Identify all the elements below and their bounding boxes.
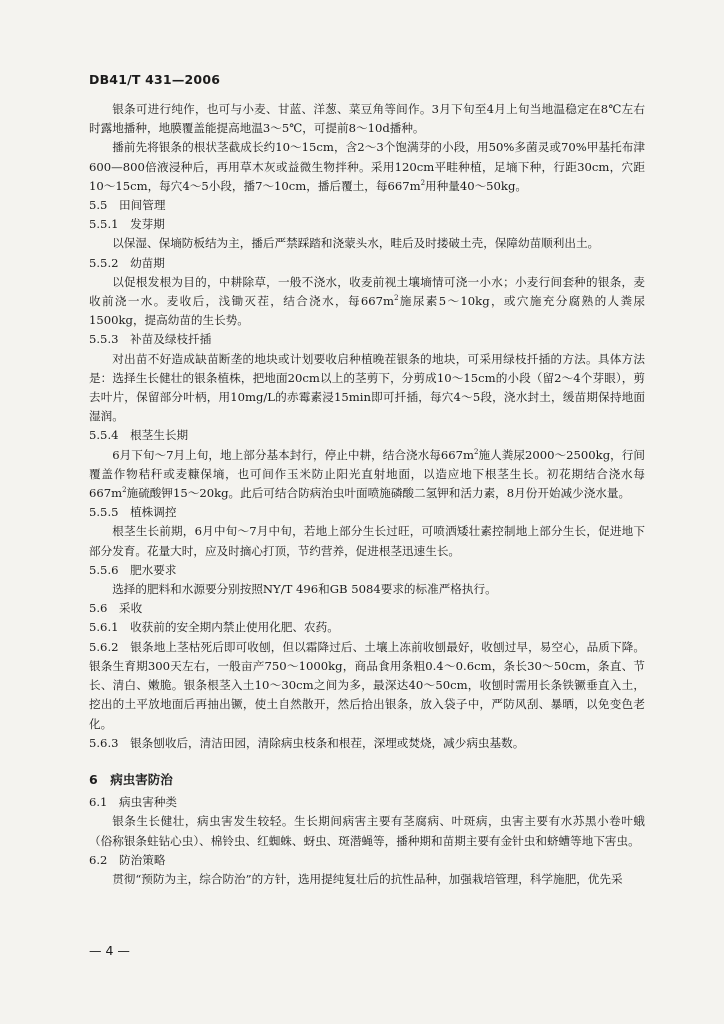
- paragraph-sowing-time: 银条可进行纯作，也可与小麦、甘蓝、洋葱、菜豆角等间作。3月下旬至4月上旬当地温稳定在8℃左右时露地播种，地膜覆盖能提高地温3～5℃，可提前8～10d播种。: [89, 102, 645, 136]
- section-heading-5-5-3: 5.5.3 补苗及绿枝扦插: [89, 332, 212, 347]
- paragraph-5-6-3: 5.6.3 银条刨收后，清洁田园，清除病虫枝条和根茬，深埋或焚烧，减少病虫基数。: [89, 735, 525, 750]
- standard-code-header: DB41/T 431—2006: [89, 72, 221, 87]
- paragraph-5-6-1: 5.6.1 收获前的安全期内禁止使用化肥、农药。: [89, 620, 339, 635]
- paragraph-5-5-1: 以保湿、保墒防板结为主，播后严禁踩踏和浇蒙头水，畦后及时搂破土壳，保障幼苗顺利出土。: [112, 236, 600, 251]
- section-heading-5-5-4: 5.5.4 根茎生长期: [89, 428, 189, 443]
- section-heading-5-5-1: 5.5.1 发芽期: [89, 217, 165, 232]
- section-heading-5-5: 5.5 田间管理: [89, 198, 166, 213]
- paragraph-6-1: 银条生长健壮，病虫害发生较轻。生长期间病害主要有茎腐病、叶斑病，虫害主要有水苏黑小卷叶蛾（俗称银条蛀钻心虫）、棉铃虫、红蜘蛛、蚜虫、斑潜蝇等，播种期和苗期主要有金针虫和蛴螬等地下害虫。: [89, 814, 645, 848]
- paragraph-6-2: 贯彻“预防为主，综合防治”的方针，选用提纯复壮后的抗性品种，加强栽培管理，科学施肥，优先采: [112, 871, 623, 886]
- section-heading-5-5-6: 5.5.6 肥水要求: [89, 562, 177, 577]
- paragraph-5-5-6: 选择的肥料和水源要分别按照NY/T 496和GB 5084要求的标准严格执行。: [112, 582, 497, 597]
- section-heading-6-2: 6.2 防治策略: [89, 852, 166, 867]
- page-number-footer: — 4 —: [89, 943, 130, 958]
- paragraph-5-5-2: 以促根发根为目的，中耕除草，一般不浇水，收麦前视土壤墒情可浇一小水；小麦行间套种的银条，麦收前浇一水。麦收后，浅锄灭茬，结合浇水，每$667m^2$施尿素5～10kg，或穴施充分腐熟的人粪尿1500kg，提高幼苗的生长势。: [89, 274, 646, 328]
- paragraph-5-5-3: 对出苗不好造成缺苗断垄的地块或计划要收启种植晚茬银条的地块，可采用绿枝扦插的方法。具体方法是：选择生长健壮的银条植株，把地面20cm以上的茎剪下，分剪成10～15cm的小段（留2～4个芽眼），剪去叶片，保留部分叶柄，用10mg/L的赤霉素浸15min即可扦插，每穴4～5段，浇水封土，缓苗期保持地面湿润。: [89, 351, 645, 424]
- paragraph-5-5-4: 6月下旬～7月上旬，地上部分基本封行，停止中耕，结合浇水每$667m^2$施人粪尿2000～2500kg，行间覆盖作物秸秆或麦糠保墒，也可间作玉米防止阳光直射地面，以造应地下根茎生长。初花期结合浇水每$667m^2$施硫酸钾15～20kg。此后可结合防病治虫叶面喷施磷酸二氢钾和活力素，8月份开始减少浇水量。: [89, 447, 645, 501]
- section-heading-5-6: 5.6 采收: [89, 601, 143, 616]
- paragraph-5-5-5: 根茎生长前期，6月中旬～7月中旬，若地上部分生长过旺，可喷洒矮壮素控制地上部分生长，促进地下部分发育。花量大时，应及时摘心打顶，节约营养，促进根茎迅速生长。: [89, 524, 645, 558]
- section-heading-5-5-5: 5.5.5 植株调控: [89, 505, 177, 520]
- section-heading-5-5-2: 5.5.2 幼苗期: [89, 255, 165, 270]
- paragraph-seed-treatment: 播前先将银条的根状茎截成长约10～15cm，含2～3个饱满芽的小段，用50%多菌灵或70%甲基托布津600—800倍液浸种后，再用草木灰或益微生物拌种。采用120cm平畦种植，足墒下种，行距30cm，穴距10～15cm，每穴4～5小段，播7～10cm，播后覆土，每$667m^2$用种量40～50kg。: [89, 140, 645, 193]
- paragraph-5-6-2: 5.6.2 银条地上茎枯死后即可收刨，但以霜降过后、土壤上冻前收刨最好，收刨过早，易空心，品质下降。银条生育期300天左右，一般亩产750～1000kg，商品食用条粗0.4～0.6cm，条长30～50cm，条直、节长、清白、嫩脆。银条根茎入土10～30cm之间为多，最深达40～50cm，收刨时需用长条铁镢垂直入土，挖出的土平放地面后再抽出镢，使土自然散开，然后拾出银条，放入袋子中，严防风刮、暴晒，以免变色老化。: [89, 639, 645, 731]
- section-heading-6-1: 6.1 病虫害种类: [89, 795, 178, 810]
- document-body: [89, 100, 645, 889]
- chapter-heading-6: 6 病虫害防治: [89, 771, 173, 787]
